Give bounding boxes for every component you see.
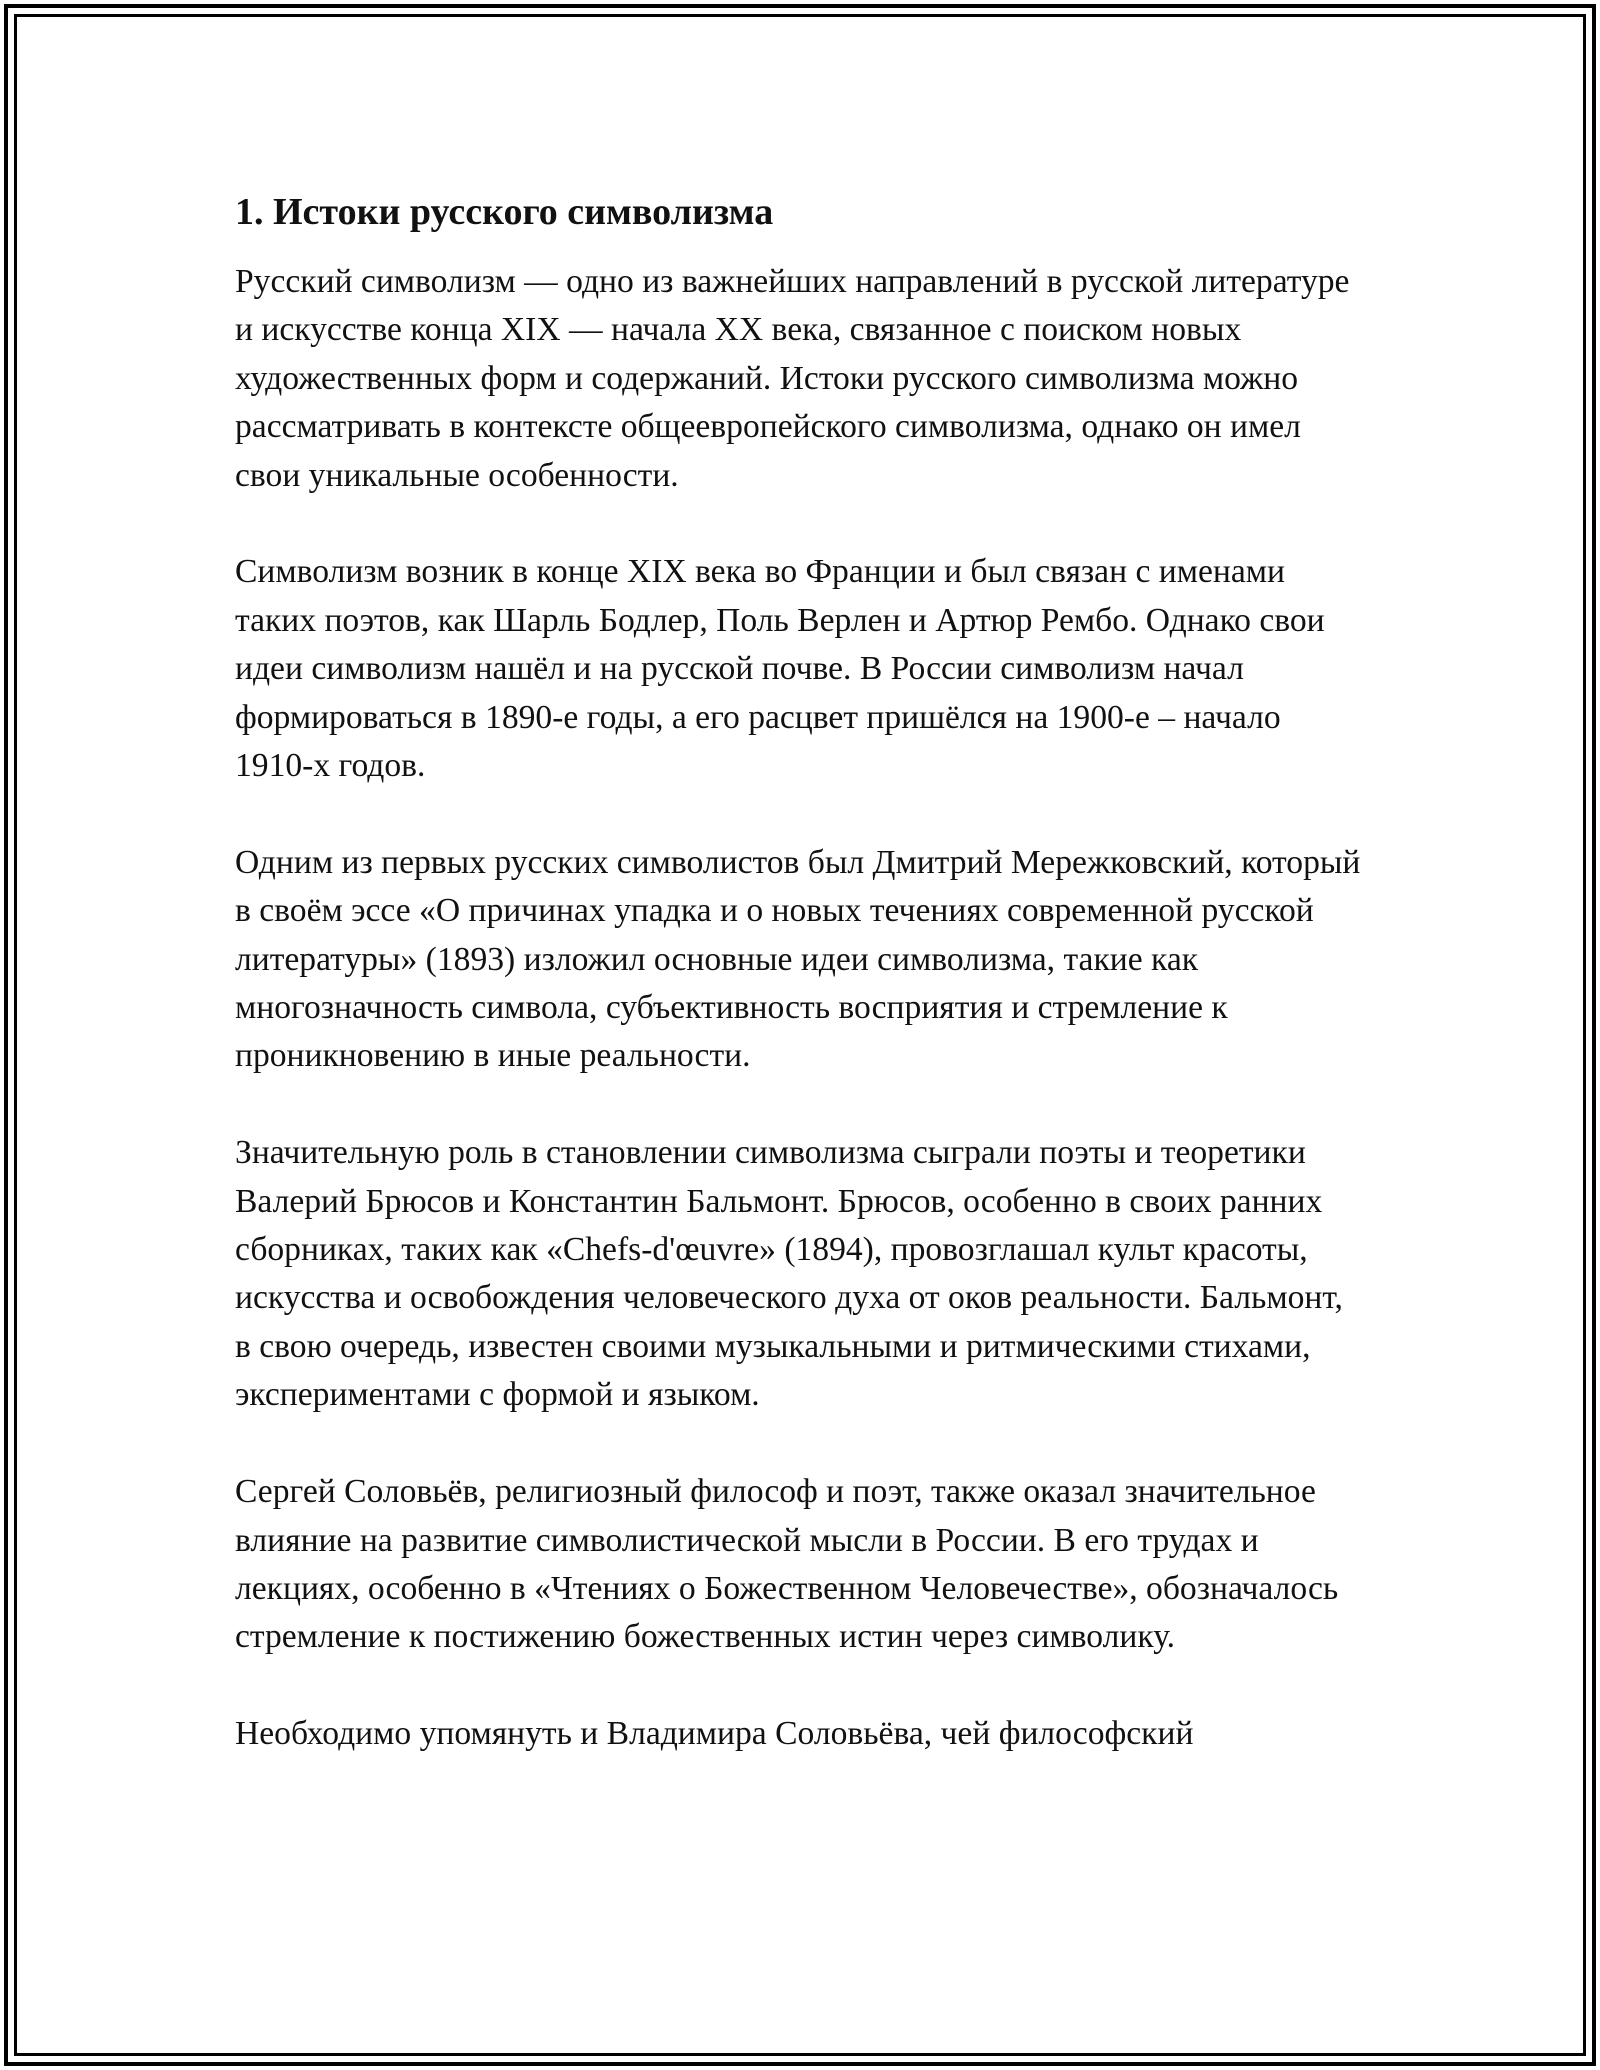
paragraph-6: Необходимо упомянуть и Владимира Соловьёва, чей философский <box>235 1715 1194 1753</box>
paragraph-1: Русский символизм — одно из важнейших направлений в русской литературе и искусстве конца XIX — начала XX века, связанное с поиском новых художественных форм и содержаний. Истоки русского символизма можно рассматривать в контексте общеевропейского символизма, однако он имел свои уникальные особенности. <box>235 263 1350 494</box>
section-heading: 1. Истоки русского символизма <box>235 191 774 233</box>
paragraph-3: Одним из первых русских символистов был Дмитрий Мережковский, который в своём эссе «О причинах упадка и о новых течениях современной русской литературы» (1893) изложил основные идеи символизма, такие как многозначность символа, субъективность восприятия и стремление к проникновению в иные реальности. <box>235 843 1361 1075</box>
paragraph-5: Сергей Соловьёв, религиозный философ и поэт, также оказал значительное влияние на развитие символистической мысли в России. В его трудах и лекциях, особенно в «Чтениях о Божественном Человечестве», обозначалось стремление к постижению божественных истин через символику. <box>235 1473 1339 1656</box>
paragraph-4: Значительную роль в становлении символизма сыграли поэты и теоретики Валерий Брюсов и Константин Бальмонт. Брюсов, особенно в своих ранних сборниках, таких как «Chefs-d'œuvre» (1894), провозглашал культ красоты, искусства и освобождения человеческого духа от оков реальности. Бальмонт, в свою очередь, известен своими музыкальными и ритмическими стихами, экспериментами с формой и языком. <box>235 1134 1343 1414</box>
document-page <box>235 188 1365 1807</box>
paragraph-2: Символизм возник в конце XIX века во Франции и был связан с именами таких поэтов, как Шарль Бодлер, Поль Верлен и Артюр Рембо. Однако свои идеи символизм нашёл и на русской почве. В России символизм начал формироваться в 1890-е годы, а его расцвет пришёлся на 1900-е – начало 1910-х годов. <box>235 553 1325 785</box>
